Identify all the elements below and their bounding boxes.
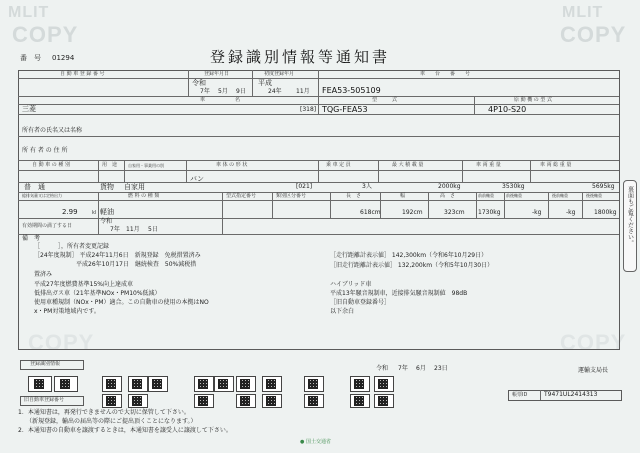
remark-line: ［旧走行距離計表示値］ 132,200km（令和5年10月30日）: [330, 262, 494, 269]
capacity-value: 3人: [362, 183, 372, 190]
expiry-month: 11月: [126, 226, 140, 233]
doc-id-label: 帳票ID: [512, 392, 528, 398]
engine-model-label: 原 動 機 の 型 式: [514, 97, 552, 103]
owner-name-label: 所有者の氏名又は名称: [22, 127, 83, 134]
height-label: 高 さ: [440, 193, 456, 199]
first-reg-year: 24年: [268, 88, 282, 95]
rear-front-axle-label: 後前軸重: [552, 193, 568, 198]
remark-line: ［ ］，所有者変更記録: [34, 243, 110, 250]
fuel-value: 軽油: [100, 208, 114, 216]
car-name-label: 車 名: [200, 97, 241, 103]
use-value: 貨物: [100, 183, 114, 191]
fuel-label: 燃 料 の 種 類: [128, 193, 160, 199]
remark-line: 以下余白: [330, 308, 355, 315]
body-shape: バン: [190, 175, 204, 183]
chassis-label: 車 台 番 号: [420, 71, 471, 77]
code-block: [102, 376, 122, 392]
side-reverse-label: 裏面もご覧ください。: [623, 180, 637, 272]
purpose-label: 自家用・事業用の別: [128, 163, 164, 168]
watermark-copy: COPY: [28, 330, 95, 355]
code-block: [350, 376, 370, 392]
remark-line: x・PM対策地域内です。: [34, 308, 100, 315]
remark-line: ハイブリッド車: [330, 281, 372, 288]
gross-weight-value: 5695kg: [592, 183, 615, 190]
type-number-label: 型式指定番号: [226, 193, 257, 199]
watermark-mlit: MLIT: [562, 4, 604, 21]
code-block: [236, 376, 256, 392]
reg-day: 9日: [236, 88, 246, 95]
rear-front-axle-value: -kg: [566, 209, 576, 216]
code-block: [262, 376, 282, 392]
code-block: [54, 376, 78, 392]
remark-line: 置済み: [34, 271, 53, 278]
max-load-label: 最 大 積 載 量: [392, 162, 424, 168]
first-reg-month: 11月: [296, 88, 310, 95]
document-number: 01294: [52, 54, 75, 62]
issue-date-day: 23日: [434, 365, 448, 372]
gross-weight-label: 車 両 総 重 量: [540, 162, 572, 168]
code-block: [194, 394, 214, 408]
expiry-era: 令和: [100, 218, 113, 225]
rear-rear-axle-label: 後後軸重: [586, 193, 602, 198]
reg-month: 5月: [218, 88, 228, 95]
expiry-label: 有効期間の満了する日: [22, 223, 73, 229]
use-label: 用 途: [102, 162, 118, 168]
capacity-label: 乗 車 定 員: [326, 162, 351, 168]
code-block: [214, 376, 234, 392]
issue-date-month: 6月: [416, 365, 426, 372]
code-block: [262, 394, 282, 408]
front-front-axle-label: 前前軸重: [478, 193, 494, 198]
note-line: 1．本通知書は，再発行できませんので大切に保管して下さい。: [18, 409, 190, 416]
body-shape-label: 車 体 の 形 状: [216, 162, 248, 168]
expiry-day: 5日: [148, 226, 158, 233]
doc-id-value: T9471UL2414313: [544, 391, 598, 398]
watermark-copy: COPY: [560, 22, 627, 47]
height-value: 323cm: [444, 209, 465, 216]
vehicle-kind-label: 自 動 車 の 種 別: [32, 162, 70, 168]
owner-address-label: 所 有 者 の 住 所: [22, 147, 68, 154]
displacement-unit: kl: [92, 210, 97, 216]
expiry-year: 7年: [110, 226, 120, 233]
code-block: [128, 394, 148, 408]
remark-line: 使用車種規制（NOx・PM）適合。この自動車の使用の本拠はNO: [34, 299, 209, 306]
issue-date-era: 令和: [376, 365, 389, 372]
model-label: 型 式: [372, 97, 398, 103]
front-rear-axle-label: 前後軸重: [506, 193, 522, 198]
rear-rear-axle-value: 1800kg: [594, 209, 617, 216]
vehicle-weight-label: 車 両 重 量: [476, 162, 501, 168]
code-block: [304, 376, 324, 392]
reg-year: 7年: [200, 88, 210, 95]
shape-code: [021]: [296, 183, 313, 190]
mlit-logo: ● 国土交通省: [300, 439, 331, 445]
code-block: [236, 394, 256, 408]
width-label: 幅: [400, 193, 406, 199]
remark-line: 低排出ガス車（21年基準NOx・PM10%低減）: [34, 290, 161, 297]
remarks-label: 備 考: [22, 235, 41, 242]
first-reg-label: 初度登録年月: [264, 71, 295, 77]
code-block: [194, 376, 214, 392]
old-reg-label: 旧自動車登録番号: [24, 397, 65, 403]
code-block: [128, 376, 148, 392]
code-block: [304, 394, 324, 408]
remark-line: ［24年度規制］ 平成24年11月6日 新規登録 免税措置済み: [34, 252, 201, 259]
vehicle-weight-value: 3530kg: [502, 183, 525, 190]
max-load-value: 2000kg: [438, 183, 461, 190]
purpose-value: 自家用: [124, 183, 145, 191]
note-line: （新規登録，輸出の届出等の際にご提出頂くことになります。）: [26, 418, 197, 425]
chassis-number: FEA53-505109: [322, 86, 381, 95]
document-title: 登録識別情報等通知書: [210, 48, 391, 66]
maker-code: [318]: [300, 106, 317, 113]
first-reg-era: 平成: [258, 79, 272, 87]
remark-line: 平成27年度燃費基準15%向上達成車: [34, 281, 133, 288]
code-block: [374, 376, 394, 392]
watermark-copy: COPY: [560, 330, 627, 355]
remark-line: ［走行距離計表示値］ 142,300km（令和6年10月29日）: [330, 252, 488, 259]
code-block: [350, 394, 370, 408]
engine-model: 4P10-S20: [488, 105, 527, 114]
width-value: 192cm: [402, 209, 423, 216]
length-label: 長 さ: [346, 193, 362, 199]
car-maker: 三菱: [22, 105, 36, 113]
code-block: [148, 376, 168, 392]
reg-number-label: 自 動 車 登 録 番 号: [60, 71, 105, 77]
front-front-axle-value: 1730kg: [478, 209, 501, 216]
note-line: 2．本通知書の自動車を譲渡するときは，本通知書を譲受人に譲渡して下さい。: [18, 427, 232, 434]
category-number-label: 類別区分番号: [276, 193, 307, 199]
code-block: [102, 394, 122, 408]
reg-date-label: 登録年月日: [204, 71, 230, 77]
front-rear-axle-value: -kg: [532, 209, 542, 216]
issue-date-year: 7年: [398, 365, 408, 372]
displacement-value: 2.99: [62, 208, 78, 216]
watermark-mlit: MLIT: [8, 4, 50, 21]
watermark-copy: COPY: [12, 22, 79, 47]
displacement-label: 総排気量又は定格出力: [22, 193, 62, 198]
remark-line: 平成13年騒音規制車，近接排気騒音規制値 98dB: [330, 290, 468, 297]
reg-info-label: 登録識別情報: [30, 361, 61, 367]
vehicle-kind: 普 通: [24, 183, 45, 191]
car-model: TQG-FEA53: [322, 105, 368, 114]
transport-office: 運輸支局長: [578, 367, 609, 374]
code-block: [374, 394, 394, 408]
remark-line: ［旧自動車登録番号］: [330, 299, 391, 306]
number-label: 番 号: [20, 54, 41, 62]
remark-line: 平成26年10月17日 継続検査 50%減税措: [34, 261, 197, 268]
reg-era: 令和: [192, 79, 206, 87]
code-block: [28, 376, 52, 392]
length-value: 618cm: [360, 209, 381, 216]
